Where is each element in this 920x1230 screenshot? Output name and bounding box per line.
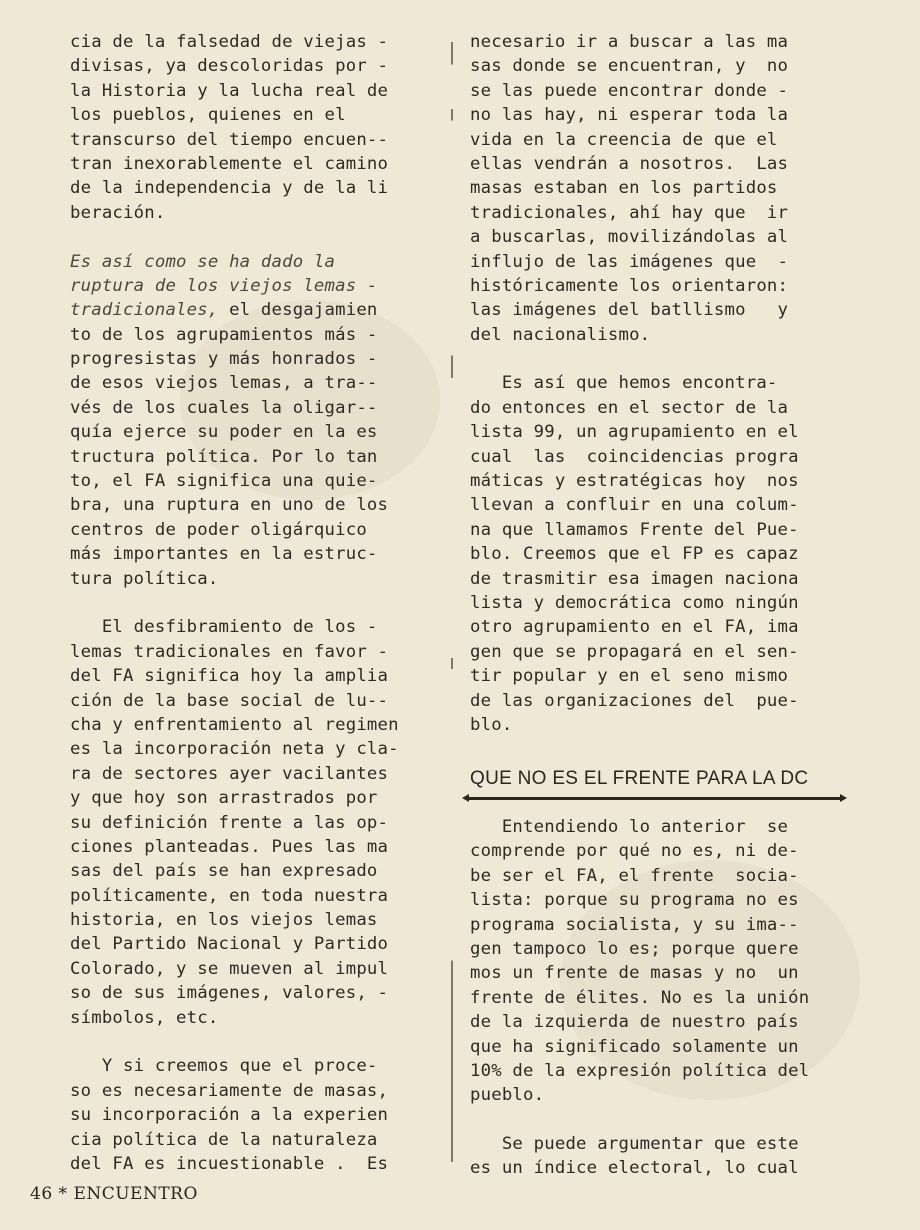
text-line: masas estaban en los partidos [470,178,778,199]
text-line: blo. [470,714,513,735]
text-line: cha y enfrentamiento al regimen [70,714,399,735]
text-line: ra de sectores ayer vacilantes [70,763,389,784]
text-line: es la incorporación neta y cla- [70,739,399,760]
text-line: tir popular y en el seno mismo [470,666,789,687]
text-line: influjo de las imágenes que - [470,251,789,272]
text-line: necesario ir a buscar a las ma [470,32,789,52]
right-text-column-bottom [470,815,860,1181]
text-line: lemas tradicionales en favor - [70,641,389,662]
text-fragment: el desgajamien [218,300,378,321]
paragraph-gap [470,347,860,371]
text-line: de trasmitir esa imagen naciona [470,568,799,589]
text-line: cual las coincidencias progra [470,446,799,467]
section-heading: QUE NO ES EL FRENTE PARA LA DC [470,768,809,789]
text-line: a buscarlas, movilizándolas al [470,227,789,248]
text-line: máticas y estratégicas hoy nos [470,471,799,492]
text-line: Colorado, y se mueven al impul [70,958,389,979]
text-line: lista 99, un agrupamiento en el [470,422,799,443]
text-line: Es así que hemos encontra- [470,373,778,394]
text-line: que ha significado solamente un [470,1036,799,1057]
text-line: quía ejerce su poder en la es [70,422,378,443]
paragraph [470,815,860,1108]
text-line: la Historia y la lucha real de [70,80,389,101]
text-line: más importantes en la estruc- [70,544,378,565]
text-line: vida en la creencia de que el [470,129,778,150]
text-line: tructura política. Por lo tan [70,446,378,467]
paragraph [70,615,435,1030]
text-line: blo. Creemos que el FP es capaz [470,544,799,565]
paragraph [470,1132,860,1181]
text-line: programa socialista, y su ima-- [470,914,799,935]
paragraph [470,371,860,737]
text-line: mos un frente de masas y no un [470,963,799,984]
left-text-column [70,30,435,1176]
text-line: del FA es incuestionable . Es [70,1153,389,1174]
text-line: to, el FA significa una quie- [70,471,378,492]
text-line: de la independencia y de la li [70,178,389,199]
text-line: otro agrupamiento en el FA, ima [470,617,799,638]
text-line: ellas vendrán a nosotros. Las [470,153,789,174]
text-line: de la izquierda de nuestro país [470,1012,799,1033]
text-line: no las hay, ni esperar toda la [470,105,789,126]
text-line [70,298,435,322]
text-line: 10% de la expresión política del [470,1060,810,1081]
text-line: so es necesariamente de masas, [70,1080,389,1101]
text-line: cia política de la naturaleza [70,1129,378,1150]
text-line: lista y democrática como ningún [470,592,799,613]
page-footer: 46 * ENCUENTRO [30,1184,198,1204]
text-line: be ser el FA, el frente socia- [470,865,799,886]
text-line: del nacionalismo. [470,324,651,345]
text-line: se las puede encontrar donde - [470,80,789,101]
text-line: gen que se propagará en el sen- [470,641,799,662]
text-line: su definición frente a las op- [70,812,389,833]
column-divider [451,42,453,1162]
text-line: llevan a confluir en una colum- [470,495,799,516]
text-line: beración. [70,202,166,223]
text-line: pueblo. [470,1085,545,1106]
text-line: tran inexorablemente el camino [70,153,389,174]
text-line: comprende por qué no es, ni de- [470,841,799,862]
text-line: transcurso del tiempo encuen-- [70,129,389,150]
text-line: frente de élites. No es la unión [470,987,810,1008]
text-line: tura política. [70,568,219,589]
text-line: de esos viejos lemas, a tra-- [70,373,378,394]
text-line: de las organizaciones del pue- [470,690,799,711]
text-line: historia, en los viejos lemas [70,910,378,931]
text-line: tradicionales, ahí hay que ir [470,202,789,223]
text-line: centros de poder oligárquico [70,519,367,540]
text-line: las imágenes del batllismo y [470,300,789,321]
text-line: sas donde se encuentran, y no [470,56,789,77]
paragraph-gap [470,1108,860,1132]
text-line: símbolos, etc. [70,1007,219,1028]
text-line: to de los agrupamientos más - [70,324,378,345]
text-line: ción de la base social de lu-- [70,690,389,711]
text-line: históricamente los orientaron: [470,275,789,296]
text-line: Se puede argumentar que este [470,1134,799,1155]
text-line: políticamente, en toda nuestra [70,885,389,906]
text-line: los pueblos, quienes en el [70,105,346,126]
paragraph [70,250,435,591]
text-line: y que hoy son arrastrados por [70,788,378,809]
right-text-column-top [470,30,860,737]
paragraph [70,1054,435,1176]
text-line: vés de los cuales la oligar-- [70,397,378,418]
paragraph [70,30,435,225]
text-line: del Partido Nacional y Partido [70,934,389,955]
text-line: do entonces en el sector de la [470,397,789,418]
text-line: lista: porque su programa no es [470,890,799,911]
text-line: sas del país se han expresado [70,861,378,882]
italic-fragment: tradicionales, [70,300,219,321]
text-line: na que llamamos Frente del Pue- [470,519,799,540]
text-line: Y si creemos que el proce- [70,1056,378,1077]
text-line: es un índice electoral, lo cual [470,1158,799,1179]
text-line: bra, una ruptura en uno de los [70,495,389,516]
text-line: gen tampoco lo es; porque quere [470,938,799,959]
text-line: Entendiendo lo anterior se [470,817,789,837]
text-line: ruptura de los viejos lemas - [70,275,378,296]
text-line: El desfibramiento de los - [70,617,378,638]
text-line: su incorporación a la experien [70,1105,389,1126]
heading-underline [468,797,840,800]
heading-rule-right-cap [840,794,847,802]
paragraph [470,30,860,347]
paragraph-gap [70,225,435,249]
text-line: ciones planteadas. Pues las ma [70,836,389,857]
paragraph-gap [70,591,435,615]
text-line: divisas, ya descoloridas por - [70,56,389,77]
text-line: del FA significa hoy la amplia [70,666,389,687]
text-line: Es así como se ha dado la [70,251,336,272]
text-line: cia de la falsedad de viejas - [70,32,389,52]
text-line: progresistas y más honrados - [70,349,378,370]
paragraph-gap [70,1030,435,1054]
text-line: so de sus imágenes, valores, - [70,983,389,1004]
